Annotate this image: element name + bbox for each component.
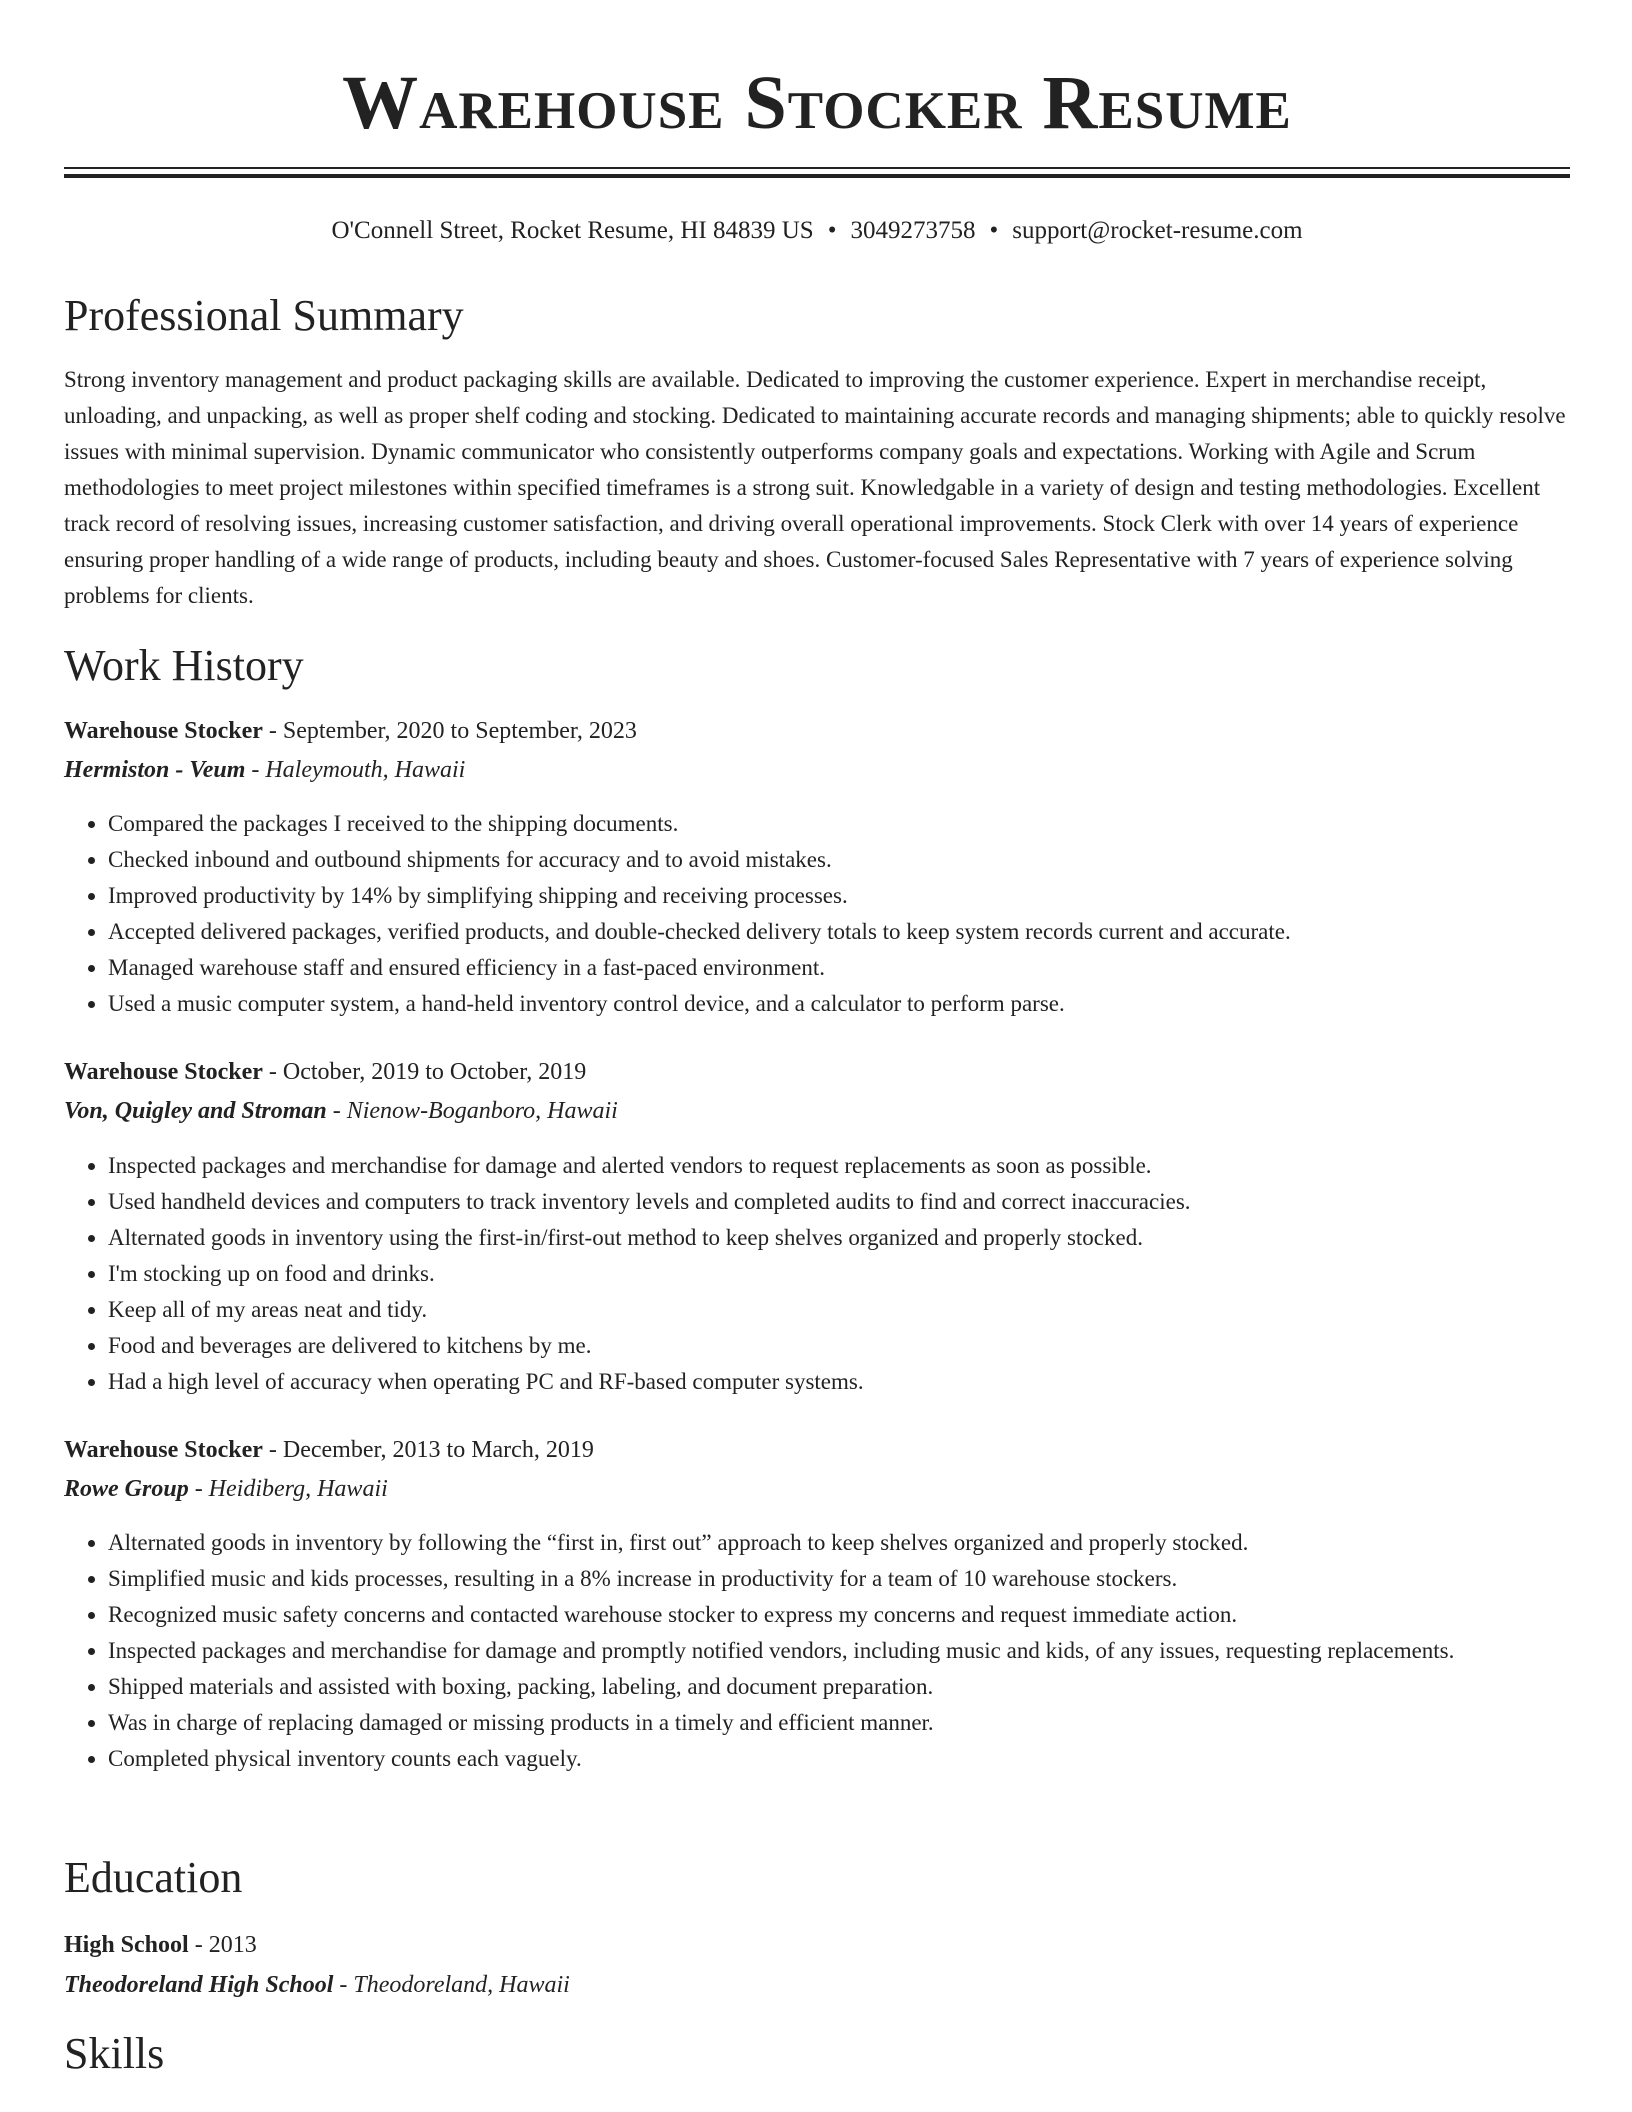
job-duties-list	[64, 806, 1528, 1022]
summary-heading: Professional Summary	[64, 291, 464, 340]
job-duties-list	[64, 1525, 1528, 1777]
degree-name: High School	[64, 1932, 189, 1958]
list-item: • Keep all of my areas neat and tidy.	[108, 1292, 1528, 1328]
list-item: • I'm stocking up on food and drinks.	[108, 1256, 1528, 1292]
list-item: • Inspected packages and merchandise for damage and promptly notified vendors, including music and kids, of any issues, requesting replacements.	[108, 1633, 1528, 1669]
title-divider-thin	[64, 167, 1570, 169]
list-item: • Compared the packages I received to the shipping documents.	[108, 806, 1528, 842]
employer-location: - Heidiberg, Hawaii	[194, 1476, 388, 1502]
job-dates: - December, 2013 to March, 2019	[268, 1437, 594, 1463]
list-item: • Accepted delivered packages, verified products, and double-checked delivery totals to keep system records current and accurate.	[108, 914, 1528, 950]
list-item: • Used a music computer system, a hand-held inventory control device, and a calculator to perform parse.	[108, 986, 1528, 1022]
list-item: • Improved productivity by 14% by simplifying shipping and receiving processes.	[108, 878, 1528, 914]
contact-separator: •	[989, 217, 999, 244]
job-dates: - October, 2019 to October, 2019	[268, 1059, 587, 1085]
contact-email: support@rocket-resume.com	[1012, 217, 1303, 244]
degree-year: - 2013	[194, 1932, 257, 1958]
resume-title: Warehouse Stocker Resume	[342, 61, 1292, 145]
school-location: - Theodoreland, Hawaii	[339, 1972, 570, 1998]
employer-line	[64, 1094, 618, 1128]
job-title-line	[64, 1433, 594, 1467]
employer-location: - Nienow-Boganboro, Hawaii	[332, 1098, 618, 1124]
list-item: • Completed physical inventory counts each vaguely.	[108, 1741, 1528, 1777]
summary-text: Strong inventory management and product packaging skills are available. Dedicated to improving the customer experience. Expert in merchandise receipt, unloading, and unpacking, as well as proper shelf coding and stocking. Dedicated to maintaining accurate records and managing shipments; able to quickly resolve issues with minimal supervision. Dynamic communicator who consistently outperforms company goals and expectations. Working with Agile and Scrum methodologies to meet project milestones within specified timeframes is a strong suit. Knowledgable in a variety of design and testing methodologies. Excellent track record of resolving issues, increasing customer satisfaction, and driving overall operational improvements. Stock Clerk with over 14 years of experience ensuring proper handling of a wide range of products, including beauty and shoes. Customer-focused Sales Representative with 7 years of experience solving problems for clients.	[64, 367, 1566, 608]
list-item: • Recognized music safety concerns and contacted warehouse stocker to express my concerns and request immediate action.	[108, 1597, 1528, 1633]
employer-line	[64, 1472, 388, 1506]
list-item: • Simplified music and kids processes, resulting in a 8% increase in productivity for a team of 10 warehouse stockers.	[108, 1561, 1528, 1597]
contact-address: O'Connell Street, Rocket Resume, HI 84839 US	[331, 217, 814, 244]
employer-name: Von, Quigley and Stroman	[64, 1098, 327, 1124]
list-item: • Alternated goods in inventory by following the “first in, first out” approach to keep shelves organized and properly stocked.	[108, 1525, 1528, 1561]
education-heading: Education	[64, 1853, 243, 1902]
school-name: Theodoreland High School	[64, 1972, 334, 1998]
contact-separator: •	[827, 217, 837, 244]
job-title-line	[64, 1055, 586, 1089]
list-item: • Had a high level of accuracy when operating PC and RF-based computer systems.	[108, 1364, 1528, 1400]
job-duties-list	[64, 1148, 1528, 1400]
school-line	[64, 1968, 570, 2002]
work-history-heading: Work History	[64, 641, 304, 690]
list-item: • Used handheld devices and computers to track inventory levels and completed audits to find and correct inaccuracies.	[108, 1184, 1528, 1220]
list-item: • Checked inbound and outbound shipments for accuracy and to avoid mistakes.	[108, 842, 1528, 878]
job-dates: - September, 2020 to September, 2023	[268, 718, 637, 744]
job-title: Warehouse Stocker	[64, 718, 263, 744]
employer-location: - Haleymouth, Hawaii	[251, 757, 466, 783]
list-item: • Shipped materials and assisted with boxing, packing, labeling, and document preparation.	[108, 1669, 1528, 1705]
job-title: Warehouse Stocker	[64, 1437, 263, 1463]
employer-line	[64, 753, 465, 787]
job-title-line	[64, 714, 637, 748]
skills-heading: Skills	[64, 2029, 165, 2078]
employer-name: Hermiston - Veum	[64, 757, 246, 783]
list-item: • Food and beverages are delivered to kitchens by me.	[108, 1328, 1528, 1364]
list-item: • Alternated goods in inventory using the first-in/first-out method to keep shelves organized and properly stocked.	[108, 1220, 1528, 1256]
contact-line	[64, 214, 1570, 248]
title-divider-thick	[64, 174, 1570, 178]
degree-line	[64, 1928, 257, 1962]
employer-name: Rowe Group	[64, 1476, 189, 1502]
list-item: • Managed warehouse staff and ensured efficiency in a fast-paced environment.	[108, 950, 1528, 986]
list-item: • Inspected packages and merchandise for damage and alerted vendors to request replacements as soon as possible.	[108, 1148, 1528, 1184]
job-title: Warehouse Stocker	[64, 1059, 263, 1085]
contact-phone: 3049273758	[850, 217, 976, 244]
list-item: • Was in charge of replacing damaged or missing products in a timely and efficient manner.	[108, 1705, 1528, 1741]
